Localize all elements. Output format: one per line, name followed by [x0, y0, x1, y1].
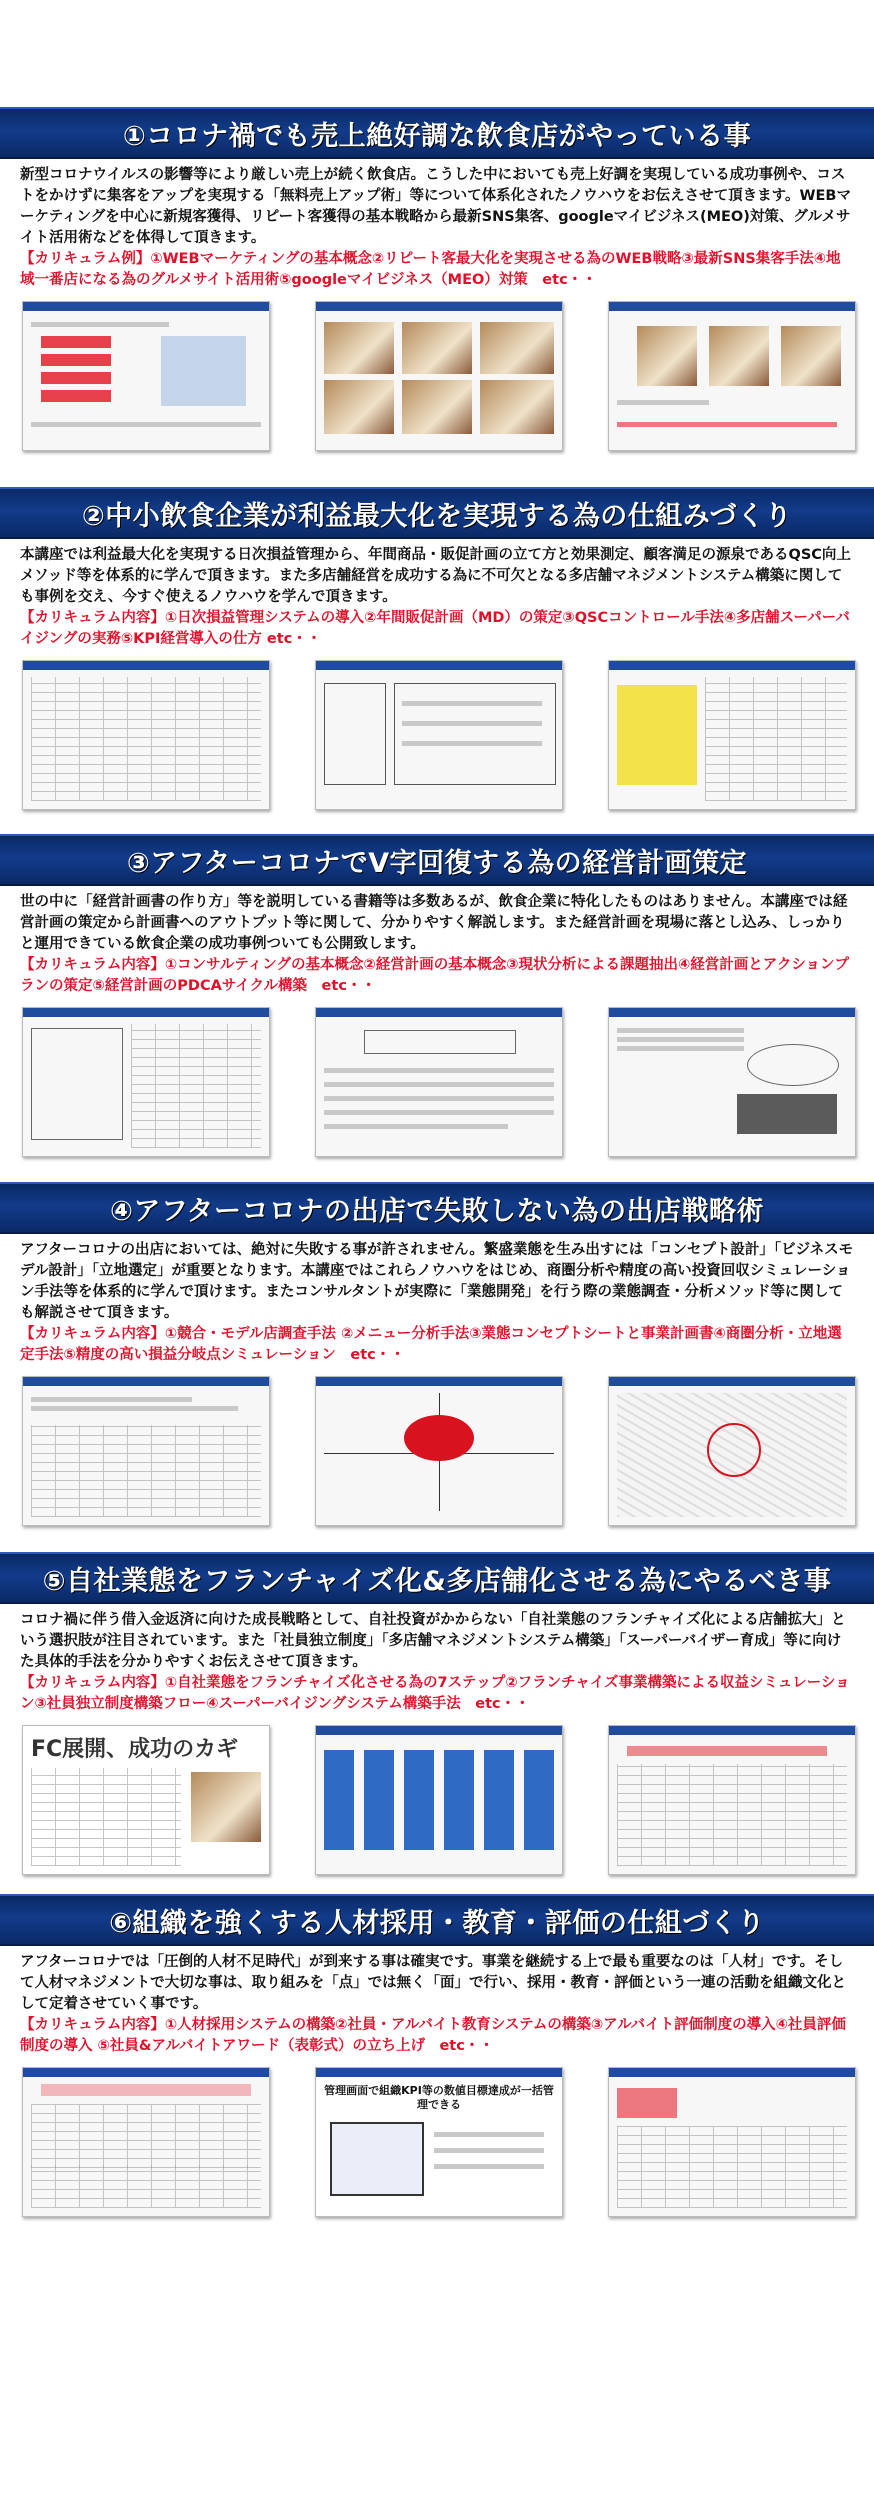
section-2-curriculum: 【カリキュラム内容】①日次損益管理システムの導入②年間販促計画（MD）の策定③QSCコントロール手法④多店舗スーパーバイジングの実務⑤KPI経営導入の仕方 etc・・ — [20, 610, 850, 647]
slide-image — [315, 1376, 563, 1526]
section-2-body: 本講座では利益最大化を実現する日次損益管理から、年間商品・販促計画の立て方と効果測定、顧客満足の源泉であるQSC向上メソッド等を体系的に学んで頂きます。また多店舗経営を成功する為に不可欠となる多店舗マネジメントシステム構築に関しても事例を交え、今すぐ使えるノウハウを学んで頂きます。 — [20, 547, 851, 605]
section-6-title: ⑥組織を強くする人材採用・教育・評価の仕組づくり — [0, 1894, 874, 1946]
section-3-title: ③アフターコロナでV字回復する為の経営計画策定 — [0, 834, 874, 886]
slide-image — [315, 301, 563, 451]
slide-image — [22, 2067, 270, 2217]
section-2 — [0, 487, 874, 810]
section-5-body: コロナ禍に伴う借入金返済に向けた成長戦略として、自社投資がかからない「自社業態のフランチャイズ化による店舗拡大」という選択肢が注目されています。また「社員独立制度」「多店舗マネジメントシステム構築」「スーパーバイザー育成」等に向けた具体的手法を分かりやすくお伝えさせて頂きます。 — [20, 1612, 846, 1670]
slide-image — [315, 1725, 563, 1875]
slide-title: FC展開、成功のカギ — [31, 1737, 239, 1762]
section-3-body: 世の中に「経営計画書の作り方」等を説明している書籍等は多数あるが、飲食企業に特化したものはありません。本講座では経営計画の策定から計画書へのアウトプット等に関して、分かりやすく解説します。また経営計画を現場に落とし込み、しっかりと運用できている飲食企業の成功事例ついても公開致します。 — [20, 894, 848, 952]
section-2-title: ②中小飲食企業が利益最大化を実現する為の仕組みづくり — [0, 487, 874, 539]
slide-title: 管理画面で組織KPI等の数値目標達成が一括管理できる — [324, 2084, 554, 2111]
slide-image — [608, 1007, 856, 1157]
slide-image — [22, 1376, 270, 1526]
section-5-curriculum: 【カリキュラム内容】①自社業態をフランチャイズ化させる為の7ステップ②フランチャイズ事業構築による収益シミュレーション③社員独立制度構築フロー④スーパーバイジングシステム構築手法 etc・・ — [20, 1675, 850, 1712]
slide-image — [608, 1376, 856, 1526]
section-1-title: ①コロナ禍でも売上絶好調な飲食店がやっている事 — [0, 107, 874, 159]
slide-image — [22, 660, 270, 810]
section-6-body: アフターコロナでは「圧倒的人材不足時代」が到来する事は確実です。事業を継続する上で最も重要なのは「人材」です。そして人材マネジメントで大切な事は、取り組みを「点」では無く「面」で行い、採用・教育・評価という一連の活動を組織文化として定着させていく事です。 — [20, 1954, 847, 2012]
slide-image — [608, 301, 856, 451]
section-4 — [0, 1182, 874, 1526]
section-1-curriculum: 【カリキュラム例】①WEBマーケティングの基本概念②リピート客最大化を実現させる為のWEB戦略③最新SNS集客手法④地域一番店になる為のグルメサイト活用術⑤googleマイビジネス（MEO）対策 etc・・ — [20, 251, 841, 288]
slide-image — [22, 1725, 270, 1875]
slide-image — [608, 660, 856, 810]
slide-image — [22, 1007, 270, 1157]
slide-image — [315, 1007, 563, 1157]
section-3-curriculum: 【カリキュラム内容】①コンサルティングの基本概念②経営計画の基本概念③現状分析による課題抽出④経営計画とアクションプランの策定⑤経営計画のPDCAサイクル構築 etc・・ — [20, 957, 850, 994]
section-1-body: 新型コロナウイルスの影響等により厳しい売上が続く飲食店。こうした中においても売上好調を実現している成功事例や、コストをかけずに集客をアップを実現する「無料売上アップ術」等について体系化されたノウハウをお伝えさせて頂きます。WEBマーケティングを中心に新規客獲得、リピート客獲得の基本戦略から最新SNS集客、googleマイビジネス(MEO)対策、グルメサイト活用術などを体得して頂きます。 — [20, 167, 851, 246]
slide-image — [608, 2067, 856, 2217]
slide-image — [315, 660, 563, 810]
section-6 — [0, 1894, 874, 2217]
section-4-body: アフターコロナの出店においては、絶対に失敗する事が許されません。繁盛業態を生み出すには「コンセプト設計」「ビジネスモデル設計」「立地選定」が重要となります。本講座ではこれらノウハウをはじめ、商圏分析や精度の高い投資回収シミュレーション手法等を体系的に学んで頂けます。またコンサルタントが実際に「業態開発」を行う際の業態調査・分析メソッド等に関しても解説させて頂きます。 — [20, 1242, 854, 1321]
section-1 — [0, 107, 874, 451]
slide-image — [315, 2067, 563, 2217]
section-5 — [0, 1552, 874, 1875]
section-6-curriculum: 【カリキュラム内容】①人材採用システムの構築②社員・アルバイト教育システムの構築③アルバイト評価制度の導入④社員評価制度の導入 ⑤社員&アルバイトアワード（表彰式）の立ち上げ etc・・ — [20, 2017, 846, 2054]
section-4-title: ④アフターコロナの出店で失敗しない為の出店戦略術 — [0, 1182, 874, 1234]
section-4-curriculum: 【カリキュラム内容】①競合・モデル店調査手法 ②メニュー分析手法③業態コンセプトシートと事業計画書④商圏分析・立地選定手法⑤精度の高い損益分岐点シミュレーション etc・・ — [20, 1326, 842, 1363]
section-5-title: ⑤自社業態をフランチャイズ化&多店舗化させる為にやるべき事 — [0, 1552, 874, 1604]
slide-image — [22, 301, 270, 451]
section-3 — [0, 834, 874, 1157]
slide-image — [608, 1725, 856, 1875]
